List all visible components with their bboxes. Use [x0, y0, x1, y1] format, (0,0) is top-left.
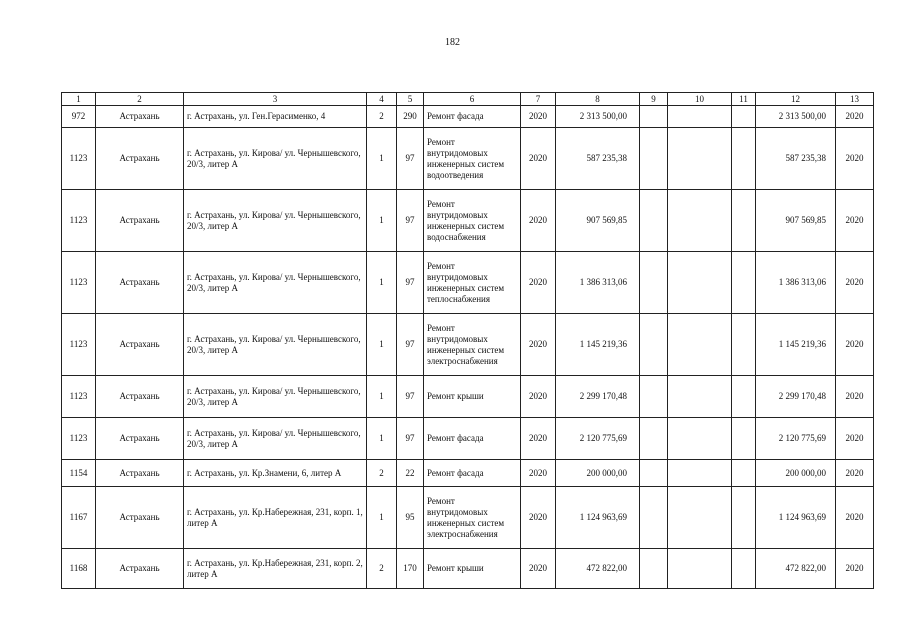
cell-col-4: 2 — [367, 106, 397, 128]
cell-col-12: 2 299 170,48 — [756, 376, 836, 418]
cell-col-12: 587 235,38 — [756, 128, 836, 190]
cell-col-9 — [640, 190, 668, 252]
cell-col-11 — [732, 252, 756, 314]
cell-col-6: Ремонт внутридомовых инженерных систем теплоснабжения — [424, 252, 521, 314]
cell-col-5: 290 — [397, 106, 424, 128]
cell-col-5: 22 — [397, 460, 424, 487]
column-number-row — [62, 93, 874, 106]
cell-col-11 — [732, 487, 756, 549]
cell-col-10 — [668, 128, 732, 190]
cell-col-7: 2020 — [521, 190, 556, 252]
cell-col-9 — [640, 106, 668, 128]
cell-col-2: Астрахань — [96, 376, 184, 418]
cell-col-13: 2020 — [836, 252, 874, 314]
cell-col-3: г. Астрахань, ул. Кирова/ ул. Чернышевского, 20/3, литер А — [184, 190, 367, 252]
cell-col-8: 472 822,00 — [556, 549, 640, 589]
table-row — [62, 549, 874, 589]
cell-col-11 — [732, 376, 756, 418]
cell-col-10 — [668, 376, 732, 418]
column-header: 11 — [732, 93, 756, 106]
column-header: 8 — [556, 93, 640, 106]
cell-col-4: 1 — [367, 190, 397, 252]
cell-col-11 — [732, 460, 756, 487]
cell-col-13: 2020 — [836, 190, 874, 252]
cell-col-3: г. Астрахань, ул. Кирова/ ул. Чернышевского, 20/3, литер А — [184, 376, 367, 418]
cell-col-4: 1 — [367, 376, 397, 418]
column-header: 3 — [184, 93, 367, 106]
cell-col-6: Ремонт крыши — [424, 376, 521, 418]
cell-col-7: 2020 — [521, 418, 556, 460]
cell-col-7: 2020 — [521, 252, 556, 314]
cell-col-13: 2020 — [836, 128, 874, 190]
cell-col-4: 1 — [367, 252, 397, 314]
cell-col-11 — [732, 128, 756, 190]
cell-col-2: Астрахань — [96, 487, 184, 549]
cell-col-13: 2020 — [836, 376, 874, 418]
cell-col-7: 2020 — [521, 549, 556, 589]
cell-col-7: 2020 — [521, 460, 556, 487]
cell-col-1: 1123 — [62, 128, 96, 190]
table-row — [62, 190, 874, 252]
cell-col-4: 1 — [367, 418, 397, 460]
cell-col-8: 2 120 775,69 — [556, 418, 640, 460]
cell-col-3: г. Астрахань, ул. Кирова/ ул. Чернышевского, 20/3, литер А — [184, 128, 367, 190]
cell-col-12: 2 313 500,00 — [756, 106, 836, 128]
cell-col-2: Астрахань — [96, 252, 184, 314]
cell-col-7: 2020 — [521, 128, 556, 190]
cell-col-12: 1 386 313,06 — [756, 252, 836, 314]
cell-col-9 — [640, 252, 668, 314]
cell-col-13: 2020 — [836, 106, 874, 128]
cell-col-9 — [640, 418, 668, 460]
table-row — [62, 418, 874, 460]
cell-col-11 — [732, 314, 756, 376]
table-row — [62, 314, 874, 376]
cell-col-1: 1123 — [62, 418, 96, 460]
column-header: 13 — [836, 93, 874, 106]
cell-col-1: 1123 — [62, 252, 96, 314]
column-header: 4 — [367, 93, 397, 106]
cell-col-12: 1 145 219,36 — [756, 314, 836, 376]
table-row — [62, 460, 874, 487]
cell-col-3: г. Астрахань, ул. Кирова/ ул. Чернышевского, 20/3, литер А — [184, 314, 367, 376]
cell-col-5: 170 — [397, 549, 424, 589]
cell-col-9 — [640, 314, 668, 376]
cell-col-3: г. Астрахань, ул. Кр.Набережная, 231, корп. 2, литер А — [184, 549, 367, 589]
table-row — [62, 106, 874, 128]
cell-col-4: 1 — [367, 128, 397, 190]
cell-col-8: 1 145 219,36 — [556, 314, 640, 376]
cell-col-8: 907 569,85 — [556, 190, 640, 252]
cell-col-10 — [668, 487, 732, 549]
cell-col-2: Астрахань — [96, 549, 184, 589]
cell-col-5: 97 — [397, 128, 424, 190]
cell-col-4: 1 — [367, 487, 397, 549]
cell-col-9 — [640, 460, 668, 487]
cell-col-1: 1123 — [62, 190, 96, 252]
cell-col-6: Ремонт внутридомовых инженерных систем водоотведения — [424, 128, 521, 190]
cell-col-11 — [732, 549, 756, 589]
cell-col-8: 200 000,00 — [556, 460, 640, 487]
cell-col-3: г. Астрахань, ул. Кирова/ ул. Чернышевского, 20/3, литер А — [184, 418, 367, 460]
cell-col-2: Астрахань — [96, 128, 184, 190]
cell-col-8: 2 299 170,48 — [556, 376, 640, 418]
column-header: 12 — [756, 93, 836, 106]
cell-col-13: 2020 — [836, 549, 874, 589]
cell-col-8: 1 386 313,06 — [556, 252, 640, 314]
cell-col-13: 2020 — [836, 314, 874, 376]
cell-col-10 — [668, 314, 732, 376]
cell-col-13: 2020 — [836, 418, 874, 460]
cell-col-1: 1154 — [62, 460, 96, 487]
cell-col-12: 1 124 963,69 — [756, 487, 836, 549]
cell-col-3: г. Астрахань, ул. Кр.Знамени, 6, литер А — [184, 460, 367, 487]
cell-col-9 — [640, 487, 668, 549]
column-header: 9 — [640, 93, 668, 106]
table-row — [62, 252, 874, 314]
cell-col-12: 2 120 775,69 — [756, 418, 836, 460]
cell-col-5: 95 — [397, 487, 424, 549]
cell-col-7: 2020 — [521, 314, 556, 376]
cell-col-5: 97 — [397, 190, 424, 252]
cell-col-5: 97 — [397, 418, 424, 460]
cell-col-5: 97 — [397, 376, 424, 418]
cell-col-8: 2 313 500,00 — [556, 106, 640, 128]
column-header: 2 — [96, 93, 184, 106]
cell-col-11 — [732, 106, 756, 128]
cell-col-3: г. Астрахань, ул. Ген.Герасименко, 4 — [184, 106, 367, 128]
column-header: 7 — [521, 93, 556, 106]
cell-col-6: Ремонт крыши — [424, 549, 521, 589]
cell-col-9 — [640, 549, 668, 589]
cell-col-3: г. Астрахань, ул. Кр.Набережная, 231, корп. 1, литер А — [184, 487, 367, 549]
cell-col-8: 587 235,38 — [556, 128, 640, 190]
cell-col-10 — [668, 460, 732, 487]
cell-col-11 — [732, 190, 756, 252]
cell-col-6: Ремонт фасада — [424, 460, 521, 487]
cell-col-4: 2 — [367, 460, 397, 487]
cell-col-1: 972 — [62, 106, 96, 128]
cell-col-10 — [668, 190, 732, 252]
cell-col-2: Астрахань — [96, 460, 184, 487]
cell-col-1: 1123 — [62, 314, 96, 376]
cell-col-10 — [668, 549, 732, 589]
table-row — [62, 487, 874, 549]
table-row — [62, 128, 874, 190]
cell-col-2: Астрахань — [96, 190, 184, 252]
cell-col-10 — [668, 106, 732, 128]
cell-col-1: 1123 — [62, 376, 96, 418]
cell-col-1: 1167 — [62, 487, 96, 549]
cell-col-5: 97 — [397, 252, 424, 314]
cell-col-4: 2 — [367, 549, 397, 589]
cell-col-5: 97 — [397, 314, 424, 376]
cell-col-12: 200 000,00 — [756, 460, 836, 487]
cell-col-6: Ремонт фасада — [424, 418, 521, 460]
cell-col-8: 1 124 963,69 — [556, 487, 640, 549]
column-header: 6 — [424, 93, 521, 106]
cell-col-10 — [668, 418, 732, 460]
column-header: 10 — [668, 93, 732, 106]
page-number: 182 — [445, 37, 460, 48]
cell-col-9 — [640, 376, 668, 418]
table-row — [62, 376, 874, 418]
cell-col-3: г. Астрахань, ул. Кирова/ ул. Чернышевского, 20/3, литер А — [184, 252, 367, 314]
cell-col-7: 2020 — [521, 376, 556, 418]
cell-col-2: Астрахань — [96, 106, 184, 128]
cell-col-6: Ремонт внутридомовых инженерных систем электроснабжения — [424, 487, 521, 549]
cell-col-13: 2020 — [836, 487, 874, 549]
cell-col-12: 472 822,00 — [756, 549, 836, 589]
cell-col-9 — [640, 128, 668, 190]
column-header: 5 — [397, 93, 424, 106]
cell-col-11 — [732, 418, 756, 460]
cell-col-4: 1 — [367, 314, 397, 376]
cell-col-2: Астрахань — [96, 314, 184, 376]
cell-col-7: 2020 — [521, 106, 556, 128]
cell-col-7: 2020 — [521, 487, 556, 549]
cell-col-6: Ремонт внутридомовых инженерных систем водоснабжения — [424, 190, 521, 252]
cell-col-12: 907 569,85 — [756, 190, 836, 252]
cell-col-13: 2020 — [836, 460, 874, 487]
cell-col-2: Астрахань — [96, 418, 184, 460]
register-table — [61, 92, 874, 589]
column-header: 1 — [62, 93, 96, 106]
cell-col-6: Ремонт внутридомовых инженерных систем электроснабжения — [424, 314, 521, 376]
cell-col-10 — [668, 252, 732, 314]
cell-col-6: Ремонт фасада — [424, 106, 521, 128]
cell-col-1: 1168 — [62, 549, 96, 589]
